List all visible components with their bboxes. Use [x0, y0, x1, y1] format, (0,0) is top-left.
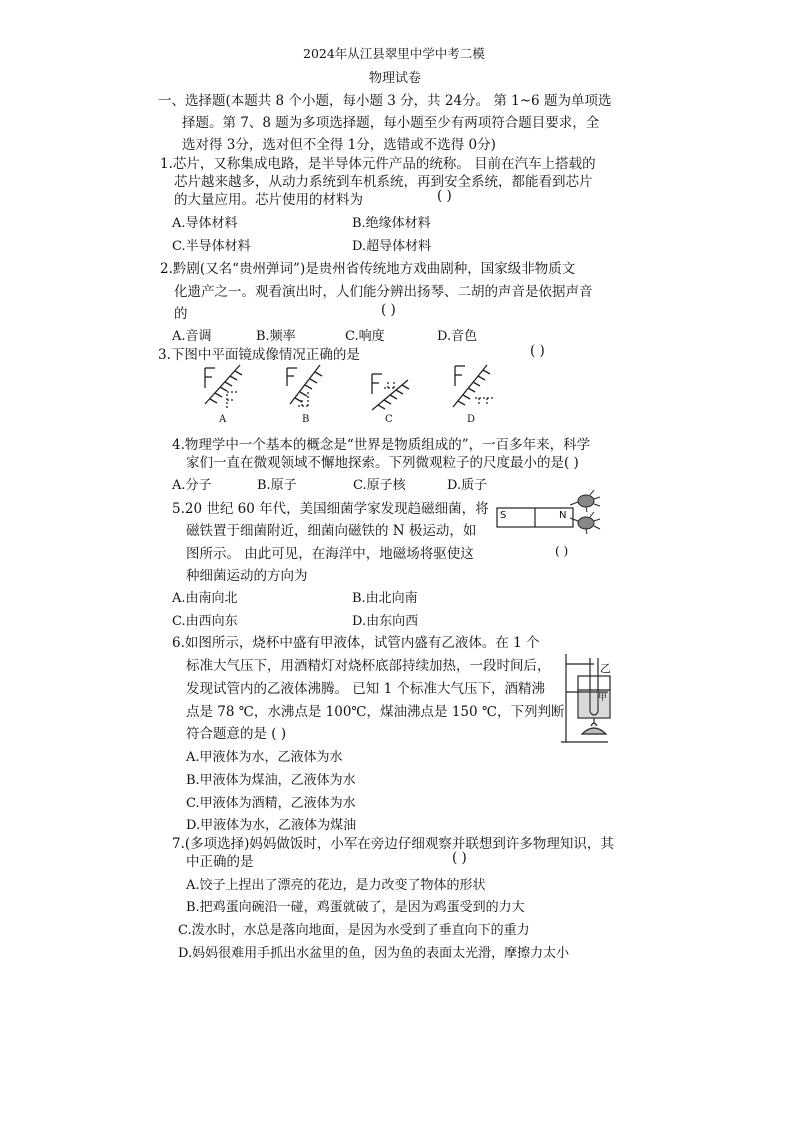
q5-option-d: D.由东向西	[352, 614, 419, 629]
q1-option-b: B.绝缘体材料	[352, 216, 431, 231]
q1-option-c: C.半导体材料	[172, 239, 251, 254]
exam-title: 2024年从江县翠里中学中考二模	[303, 46, 485, 61]
magnet-s-label: S	[500, 510, 507, 521]
bacterium-icon	[570, 512, 600, 534]
q1-option-d: D.超导体材料	[352, 239, 432, 254]
q4-line: 4.物理学中一个基本的概念是“世界是物质组成的”，一百多年来，科学	[172, 437, 591, 453]
q5-line: 种细菌运动的方向为	[186, 568, 308, 584]
q2-option-a: A.音调	[172, 329, 212, 344]
q4-option-a: A.分子	[172, 478, 212, 493]
q7-line: 中正确的是	[186, 854, 254, 870]
q5-line: 图所示。 由此可见，在海洋中，地磁场将驱使这	[186, 546, 474, 562]
q6-option-c: C.甲液体为酒精，乙液体为水	[186, 796, 356, 811]
magnet-figure	[494, 488, 606, 538]
q2-answer-blank: ( )	[381, 302, 396, 318]
q1-line: 的大量应用。芯片使用的材料为	[174, 192, 363, 208]
mirror-figure-c	[372, 374, 409, 410]
section-heading-line: 择题。第 7、8 题为多项选择题，每小题至少有两项符合题目要求，全	[182, 115, 600, 131]
q7-line: 7.(多项选择)妈妈做饭时，小军在旁边仔细观察并联想到许多物理知识，其	[172, 836, 614, 852]
q6-line: 点是 78 ℃，水沸点是 100℃，煤油沸点是 150 ℃，下列判断	[186, 704, 565, 720]
q6-line: 6.如图所示，烧杯中盛有甲液体，试管内盛有乙液体。在 1 个	[172, 635, 540, 651]
q6-line: 标准大气压下，用酒精灯对烧杯底部持续加热，一段时间后，	[186, 658, 551, 674]
q5-option-b: B.由北向南	[352, 591, 418, 606]
label-yi: 乙	[600, 662, 611, 675]
mirror-figure-b	[287, 365, 322, 406]
q2-option-c: C.响度	[345, 329, 385, 344]
q6-option-a: A.甲液体为水，乙液体为水	[186, 750, 343, 765]
q5-option-a: A.由南向北	[172, 591, 238, 606]
q1-answer-blank: ( )	[437, 188, 452, 204]
q5-option-c: C.由西向东	[172, 614, 238, 629]
q2-line: 化遗产之一。观看演出时，人们能分辨出扬琴、二胡的声音是依据声音	[174, 284, 593, 300]
q3-line: 3.下图中平面镜成像情况正确的是	[158, 347, 360, 363]
mirror-figure-d	[453, 365, 493, 407]
magnet-n-label: N	[559, 510, 567, 521]
q7-option-a: A.饺子上捏出了漂亮的花边，是力改变了物体的形状	[186, 878, 486, 893]
q6-line: 发现试管内的乙液体沸腾。 已知 1 个标准大气压下，酒精沸	[186, 681, 545, 697]
q7-option-b: B.把鸡蛋向碗沿一碰，鸡蛋就破了，是因为鸡蛋受到的力大	[186, 900, 525, 915]
mirror-figure-a	[205, 365, 242, 408]
q6-option-d: D.甲液体为水，乙液体为煤油	[186, 818, 357, 833]
q1-option-a: A.导体材料	[172, 216, 238, 231]
q2-option-b: B.频率	[256, 329, 296, 344]
q7-answer-blank: ( )	[452, 850, 467, 866]
q4-option-d: D.质子	[447, 478, 488, 493]
q7-option-c: C.泼水时，水总是落向地面，是因为水受到了垂直向下的重力	[178, 923, 530, 938]
q5-line: 5.20 世纪 60 年代，美国细菌学家发现趋磁细菌，将	[172, 501, 489, 517]
figure-label-d: D	[467, 414, 476, 425]
q2-option-d: D.音色	[437, 329, 478, 344]
exam-subtitle: 物理试卷	[369, 71, 422, 86]
section-heading-line: 选对得 3分，选对但不全得 1分，选错或不选得 0分)	[182, 137, 496, 153]
q4-option-b: B.原子	[257, 478, 297, 493]
bacterium-icon	[570, 490, 600, 512]
q5-line: 磁铁置于细菌附近，细菌向磁铁的 N 极运动，如	[186, 523, 477, 539]
q4-option-c: C.原子核	[353, 478, 406, 493]
label-jia: 甲	[598, 693, 608, 703]
figure-label-c: C	[385, 414, 393, 425]
mirror-figures	[195, 362, 505, 432]
q2-line: 的	[174, 306, 188, 322]
section-heading-line: 一、选择题(本题共 8 个小题，每小题 3 分，共 24分。 第 1~6 题为单项选	[158, 93, 612, 109]
q6-option-b: B.甲液体为煤油，乙液体为水	[186, 773, 356, 788]
figure-label-b: B	[302, 414, 310, 425]
q4-line: 家们一直在微观领域不懈地探索。下列微观粒子的尺度最小的是( )	[186, 455, 579, 471]
q5-answer-blank: ( )	[555, 544, 569, 558]
figure-label-a: A	[219, 414, 227, 425]
q7-option-d: D.妈妈很难用手抓出水盆里的鱼，因为鱼的表面太光滑，摩擦力太小	[178, 946, 570, 961]
q1-line: 1.芯片，又称集成电路，是半导体元件产品的统称。 目前在汽车上搭载的	[160, 156, 596, 172]
q3-answer-blank: ( )	[530, 343, 545, 359]
q2-line: 2.黔剧(又名“贵州弹词”)是贵州省传统地方戏曲剧种，国家级非物质文	[160, 261, 576, 277]
q1-line: 芯片越来越多，从动力系统到车机系统，再到安全系统，都能看到芯片	[174, 174, 593, 190]
q6-line: 符合题意的是 ( )	[186, 726, 287, 742]
